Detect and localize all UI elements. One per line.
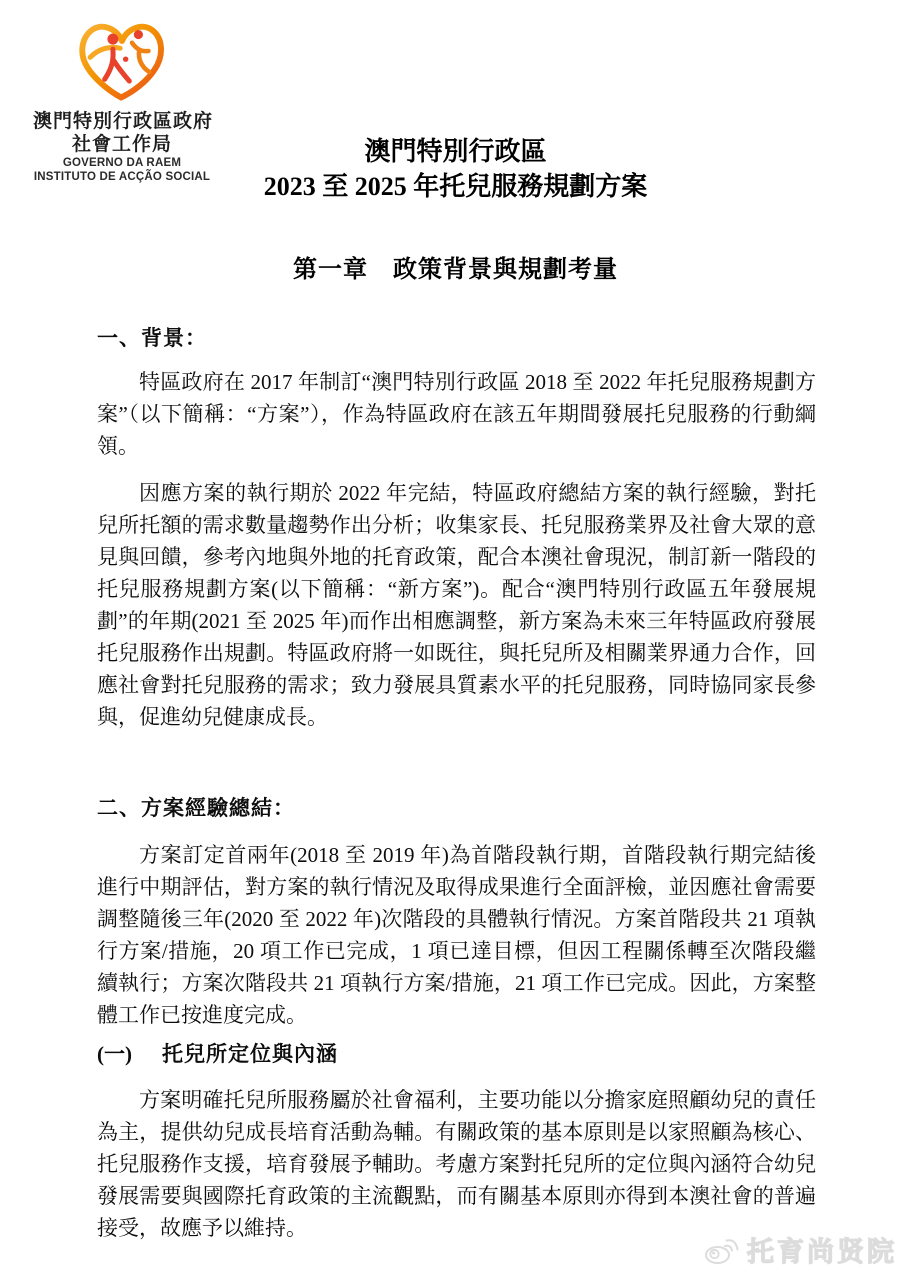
- chapter-heading: 第一章 政策背景與規劃考量: [293, 257, 618, 283]
- org-name-zh-line1: 澳門特別行政區政府: [33, 111, 214, 132]
- document-title-line1: 澳門特別行政區: [364, 137, 547, 166]
- watermark: [704, 1230, 897, 1269]
- org-name-pt-line1: GOVERNO DA RAEM: [62, 157, 182, 169]
- subsection-1-number: (一): [97, 1042, 132, 1066]
- heart-logo-icon: [75, 20, 169, 102]
- org-name-pt-line2: INSTITUTO DE ACÇÃO SOCIAL: [33, 171, 211, 183]
- watermark-text: 托育尚贤院: [747, 1237, 897, 1267]
- subsection-1-paragraph-1: 方案明確托兒所服務屬於社會福利，主要功能以分擔家庭照顧幼兒的責任為主，提供幼兒成長培育活動為輔。有關政策的基本原則是以家照顧為核心、托兒服務作支援，培育發展予輔助。考慮方案對托兒所的定位與內涵符合幼兒發展需要與國際托育政策的主流觀點，而有關基本原則亦得到本澳社會的普遍接受，故應予以維持。: [97, 1088, 816, 1240]
- subsection-1-title: 托兒所定位與內涵: [162, 1042, 338, 1066]
- section-1-heading: 一、背景：: [97, 326, 207, 350]
- section-1-paragraph-2: 因應方案的執行期於 2022 年完結，特區政府總結方案的執行經驗，對托兒所托額的需求數量趨勢作出分析；收集家長、托兒服務業界及社會大眾的意見與回饋，參考內地與外地的托育政策，配合本澳社會現況，制訂新一階段的托兒服務規劃方案(以下簡稱：“新方案”)。配合“澳門特別行政區五年發展規劃”的年期(2021 至 2025 年)而作出相應調整，新方案為未來三年特區政府發展托兒服務作出規劃。特區政府將一如既往，與托兒所及相關業界通力合作，回應社會對托兒服務的需求；致力發展具質素水平的托兒服務，同時協同家長參與，促進幼兒健康成長。: [97, 481, 816, 729]
- weibo-icon: [704, 1235, 740, 1265]
- section-2-heading: 二、方案經驗總結：: [97, 796, 295, 820]
- subsection-1-heading: [97, 1038, 816, 1070]
- section-1-paragraph-1: 特區政府在 2017 年制訂“澳門特別行政區 2018 至 2022 年托兒服務規劃方案”（以下簡稱：“方案”），作為特區政府在該五年期間發展托兒服務的行動綱領。: [97, 370, 816, 458]
- document-body: [97, 322, 816, 1244]
- org-name-zh-line2: 社會工作局: [71, 134, 172, 155]
- section-2-paragraph-1: 方案訂定首兩年(2018 至 2019 年)為首階段執行期，首階段執行期完結後進行中期評估，對方案的執行情況及取得成果進行全面評檢，並因應社會需要調整隨後三年(2020 至 2022 年)次階段的具體執行情況。方案首階段共 21 項執行方案/措施，20 項工作已完成，1 項已達目標，但因工程關係轉至次階段繼續執行；方案次階段共 21 項執行方案/措施，21 項工作已完成。因此，方案整體工作已按進度完成。: [97, 843, 816, 1027]
- document-title-line2: 2023 至 2025 年托兒服務規劃方案: [263, 172, 648, 201]
- document-title: [0, 134, 911, 204]
